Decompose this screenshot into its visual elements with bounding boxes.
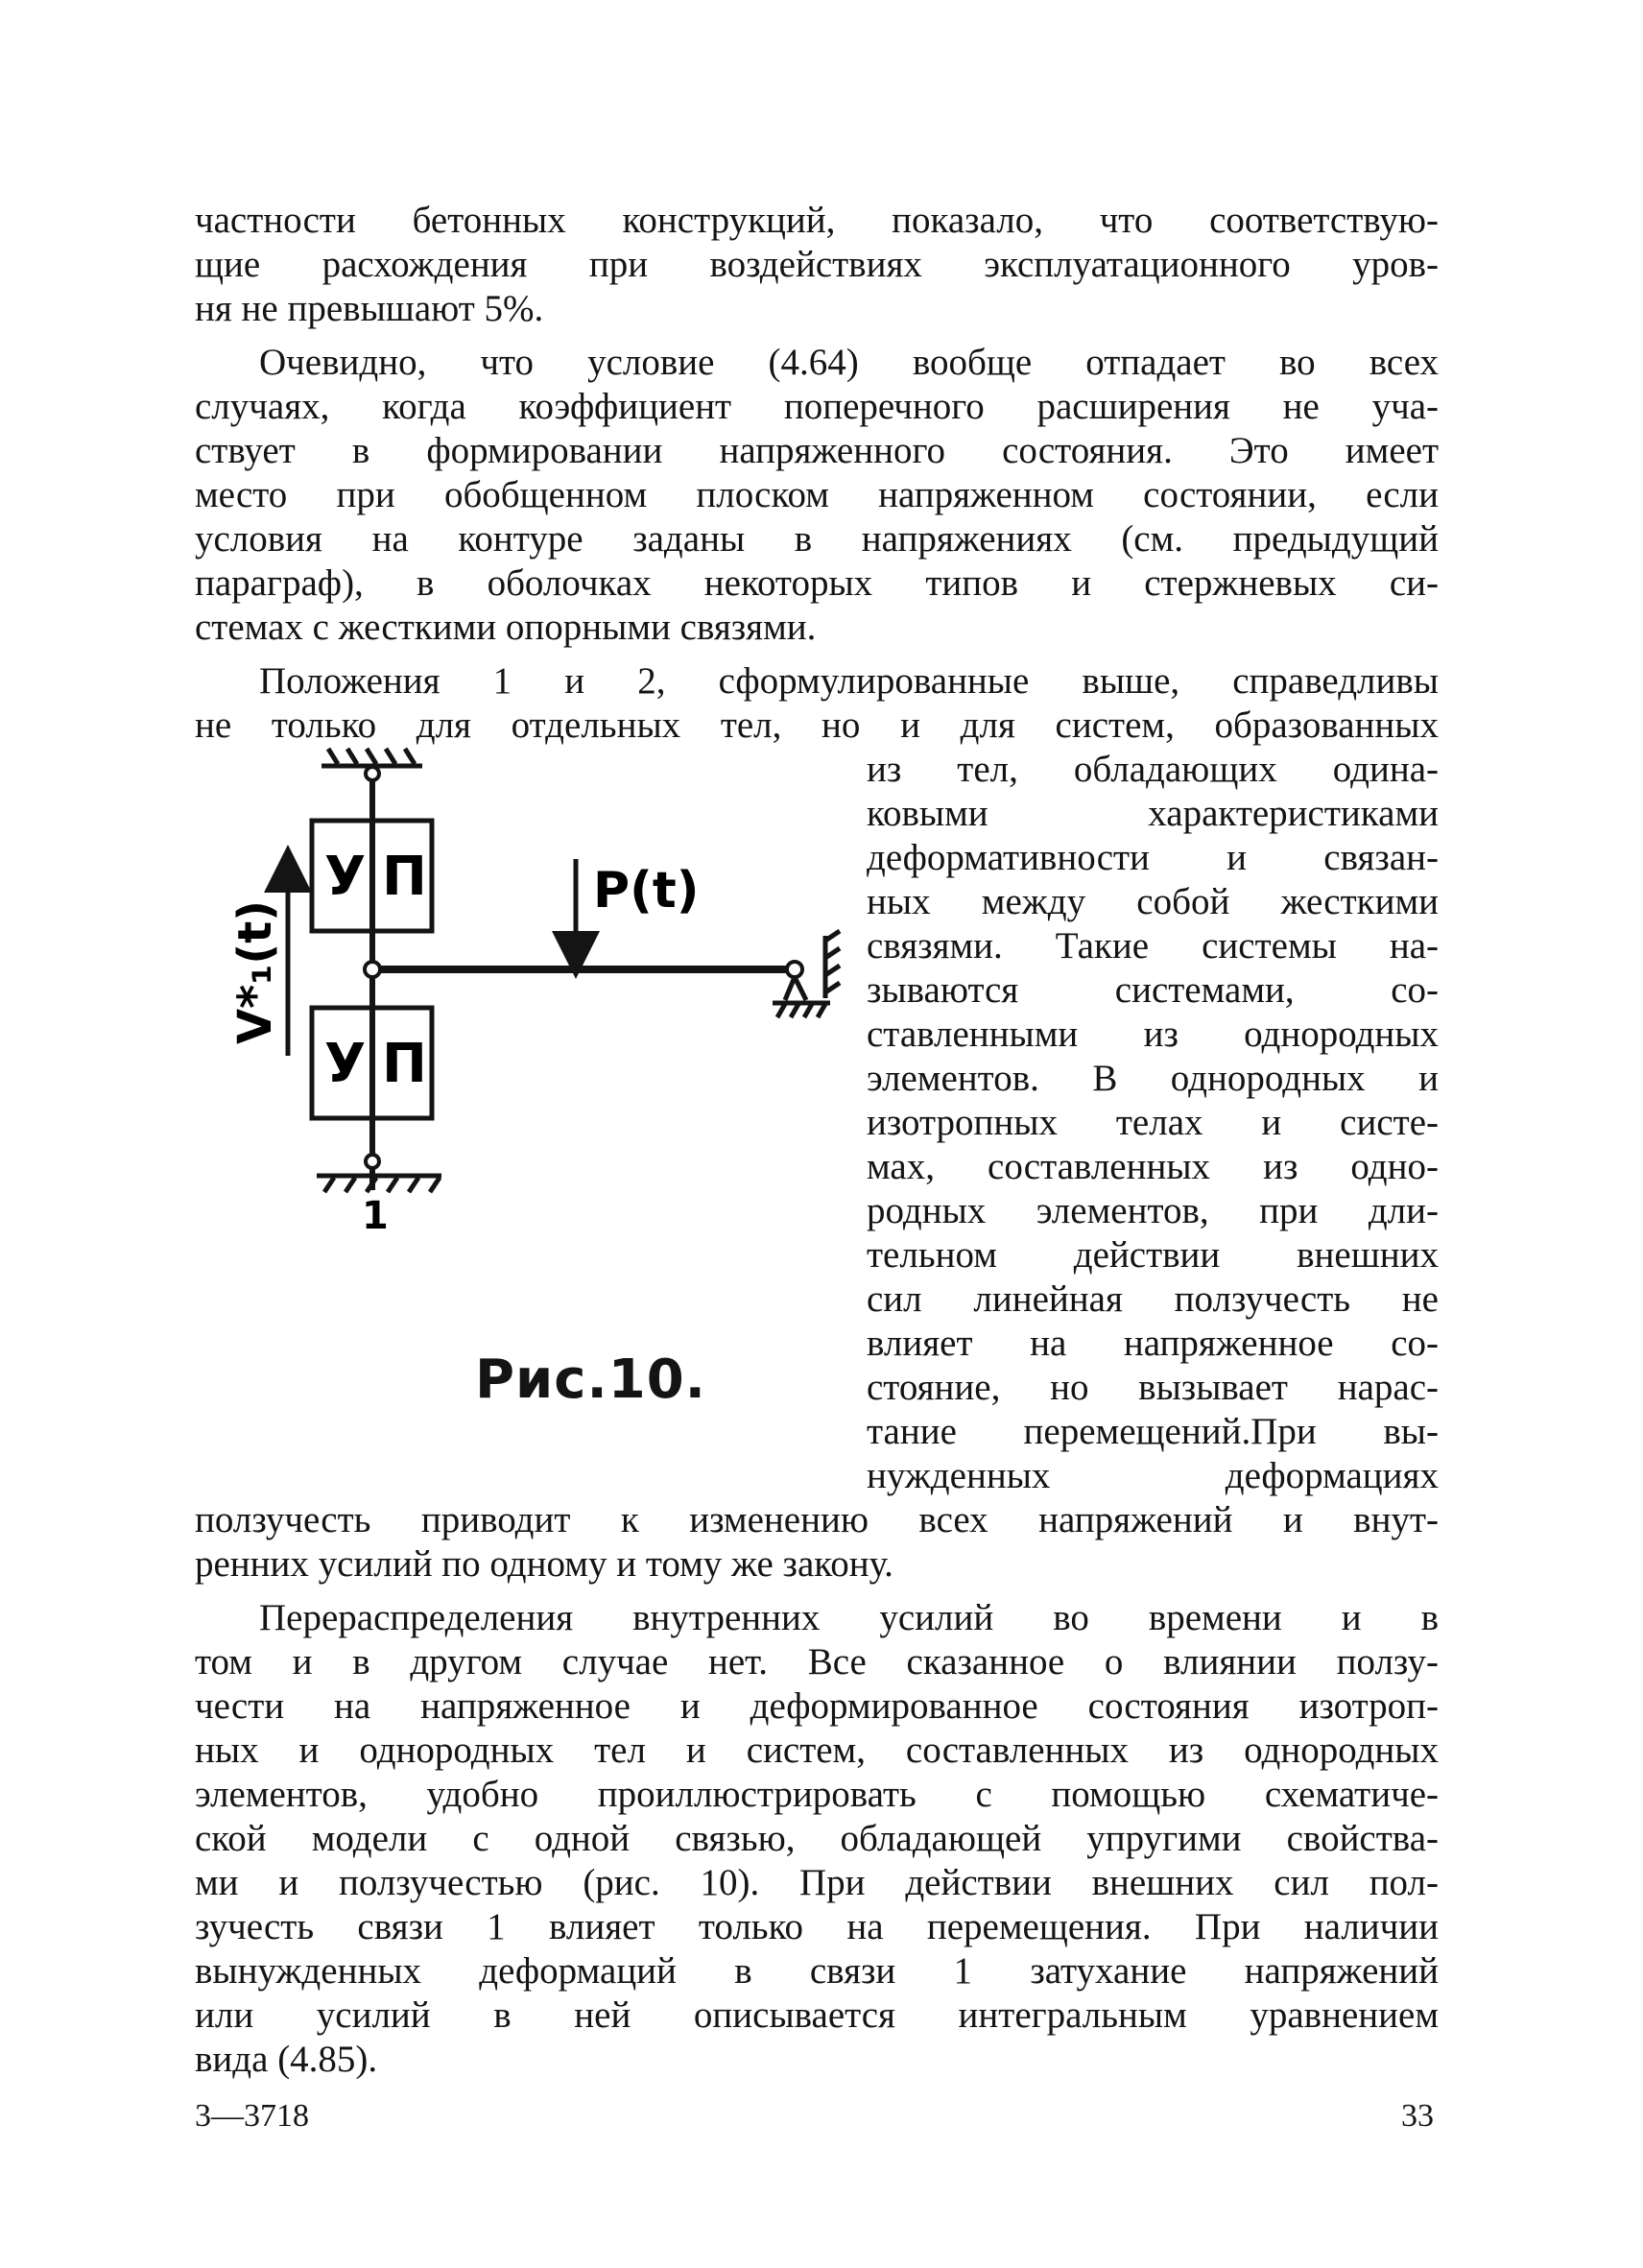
upper-element-label-left: У <box>324 846 367 908</box>
middle-hinge <box>365 962 380 977</box>
text-line: не только для отдельных тел, но и для систем, образованных <box>195 704 1439 746</box>
text-line: ской модели с одной связью, обладающей упругими свойства- <box>195 1818 1439 1859</box>
text-line: Положения 1 и 2, сформулированные выше, справедливы <box>259 660 1439 702</box>
text-line: элементов, удобно проиллюстрировать с помощью схематиче- <box>195 1774 1439 1815</box>
right-support <box>773 931 840 1017</box>
upper-element-label-right: П <box>382 846 427 908</box>
text-line: чести на напряженное и деформированное состояния изотроп- <box>195 1685 1439 1727</box>
text-line: частности бетонных конструкций, показало, что соответствую- <box>195 200 1439 241</box>
text-line: ковыми характеристиками <box>867 793 1439 834</box>
text-line: случаях, когда коэффициент поперечного расширения не уча- <box>195 386 1439 427</box>
text-line: тание перемещений.При вы- <box>867 1411 1439 1452</box>
displacement-label: V*₁(t) <box>228 899 282 1044</box>
text-line: или усилий в ней описывается интегральным уравнением <box>195 1994 1439 2036</box>
text-line: элементов. В однородных и <box>867 1058 1439 1099</box>
text-line: зываются системами, со- <box>867 969 1439 1011</box>
bottom-support <box>317 1176 441 1192</box>
text-line: родных элементов, при дли- <box>867 1190 1439 1231</box>
text-line: мах, составленных из одно- <box>867 1146 1439 1187</box>
text-line: влияет на напряженное со- <box>867 1323 1439 1364</box>
bottom-hinge <box>366 1155 379 1168</box>
text-line: место при обобщенном плоском напряженном состоянии, если <box>195 474 1439 515</box>
figure-caption: Рис.10. <box>475 1349 706 1411</box>
top-support <box>321 749 422 766</box>
page-number: 33 <box>1401 2098 1434 2134</box>
text-line: ползучесть приводит к изменению всех напряжений и внут- <box>195 1499 1439 1540</box>
text-line: ных и однородных тел и систем, составленных из однородных <box>195 1730 1439 1771</box>
text-line: сил линейная ползучесть не <box>867 1278 1439 1320</box>
text-line: стояние, но вызывает нарас- <box>867 1367 1439 1408</box>
text-line: Очевидно, что условие (4.64) вообще отпадает во всех <box>259 342 1439 383</box>
text-line: зучесть связи 1 влияет только на перемещения. При наличии <box>195 1906 1439 1947</box>
text-line: ми и ползучестью (рис. 10). При действии внешних сил пол- <box>195 1862 1439 1903</box>
text-line: тельном действии внешних <box>867 1234 1439 1276</box>
text-line: вида (4.85). <box>195 2039 378 2080</box>
link-number-label: 1 <box>362 1194 389 1238</box>
text-line: из тел, обладающих одина- <box>867 749 1439 790</box>
text-line: связями. Такие системы на- <box>867 925 1439 967</box>
text-line: ствует в формировании напряженного состояния. Это имеет <box>195 430 1439 471</box>
text-line: ренних усилий по одному и тому же закону. <box>195 1543 893 1585</box>
text-line: условия на контуре заданы в напряжениях (см. предыдущий <box>195 518 1439 560</box>
load-label: P(t) <box>593 862 700 919</box>
right-hinge <box>787 962 802 977</box>
text-line: деформативности и связан- <box>867 837 1439 878</box>
text-line: ставленными из однородных <box>867 1014 1439 1055</box>
text-line: параграф), в оболочках некоторых типов и стержневых си- <box>195 562 1439 604</box>
figure-10-diagram <box>211 739 864 1238</box>
text-line: изотропных телах и систе- <box>867 1102 1439 1143</box>
text-line: щие расхождения при воздействиях эксплуатационного уров- <box>195 244 1439 285</box>
text-line: нужденных деформациях <box>867 1455 1439 1496</box>
signature-mark: 3—3718 <box>195 2098 309 2134</box>
text-line: ня не превышают 5%. <box>195 288 544 329</box>
text-line: вынужденных деформаций в связи 1 затухание напряжений <box>195 1950 1439 1992</box>
lower-element-label-right: П <box>382 1033 427 1095</box>
text-line: стемах с жесткими опорными связями. <box>195 607 817 648</box>
lower-element-label-left: У <box>324 1033 367 1095</box>
top-hinge <box>366 767 379 780</box>
text-line: ных между собой жесткими <box>867 881 1439 922</box>
text-line: том и в другом случае нет. Все сказанное о влиянии ползу- <box>195 1641 1439 1683</box>
text-line: Перераспределения внутренних усилий во времени и в <box>259 1597 1439 1638</box>
